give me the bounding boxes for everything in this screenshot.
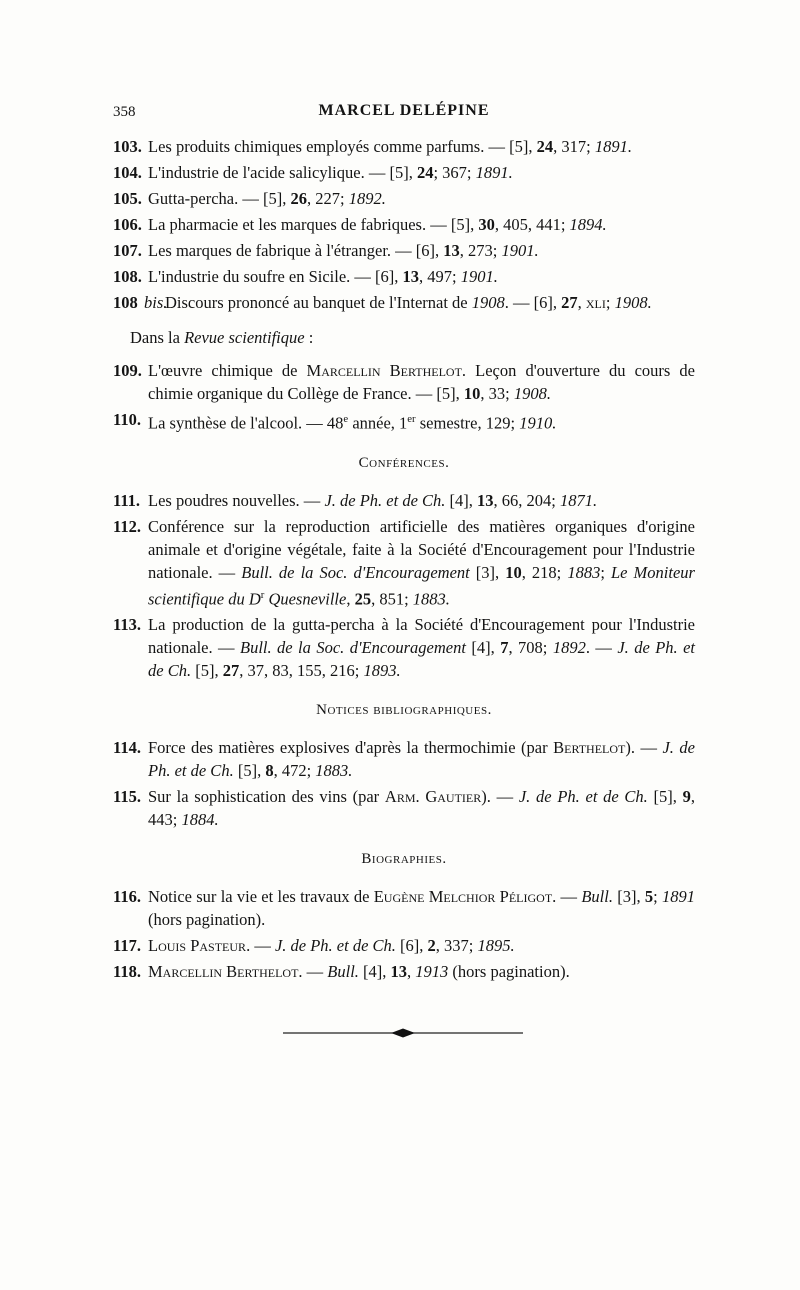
entry-text: Bull. de la Soc. d'Encouragement [241,562,470,582]
entry-number: 106. [113,215,142,234]
entry-text: . — [585,638,618,657]
entry-text: 7 [500,638,509,657]
entry-text: . — [298,962,328,981]
entry-text: , 317; [553,137,595,156]
entry-text: 1908. [513,384,551,403]
entry-text: 1894. [569,215,607,234]
entry-text: 1910. [519,413,557,433]
entry-text: 27 [222,661,240,680]
entry-text: 13 [477,490,494,510]
entry-text: 1892 [552,638,586,657]
entry-text: J. de Ph. et de Ch. [148,738,695,780]
bibliography-entry [113,613,695,682]
entry-text: , 218; [521,562,568,582]
entry-text: [6], [395,936,428,955]
bibliography-content [113,135,695,986]
entry-text: 1883. [315,761,353,780]
entry-text: 25 [354,589,372,608]
entry-text: , 33; [480,384,514,403]
entry-text: 10 [463,384,481,403]
entry-text: ; [605,293,615,312]
section-heading-biographies: Biographies. [361,851,447,867]
entry-text: 1884. [181,810,219,829]
entry-text: Les poudres nouvelles. — [148,490,325,510]
entry-number: 113. [113,615,141,634]
entry-text: Marcellin Berthelot [306,361,462,380]
entry-number: 108. [113,267,142,286]
entry-text: [4], [465,638,501,657]
entry-group-e [113,885,695,983]
entry-text: . — [6], [504,293,562,312]
entry-text: 1891 [662,887,695,906]
entry-text: Les produits chimiques employés comme parfums. — [5], [148,137,537,156]
entry-text: 1883. [412,589,450,608]
entry-text: Quesneville [264,589,347,608]
entry-number: 118. [113,962,141,981]
entry-text: 13 [390,962,408,981]
journal-intro [113,326,695,349]
entry-text: [3], [612,887,645,906]
bibliography-entry [113,213,695,236]
entry-text: 26 [290,189,307,208]
entry-text: 1883 [567,562,601,582]
entry-number: 110. [113,410,141,429]
entry-text: , [407,962,416,981]
bibliography-entry [113,239,695,262]
entry-text: [5], [191,661,223,680]
entry-text: 13 [443,241,460,260]
entry-text: r [260,588,265,601]
entry-text: 1892. [348,189,386,208]
entry-text: J. de Ph. et de Ch. [148,638,696,680]
entry-number: 116. [113,887,141,906]
bibliography-entry [113,135,695,158]
entry-text: année, 1 [348,413,408,433]
entry-text: (hors pagination). [148,910,266,929]
bibliography-entry [113,885,695,931]
entry-text: , 66, 204; [493,490,560,510]
entry-text: 1891. [594,137,632,156]
entry-text: La synthèse de l'alcool. — 48 [148,413,344,433]
entry-text: 1893. [363,661,401,680]
entry-text: [4], [358,962,391,981]
entry-text: 1895. [477,936,515,955]
entry-text: 1908. [614,293,652,312]
entry-text: 24 [536,137,554,156]
bibliography-entry [113,960,695,983]
entry-text: , 472; [273,761,316,780]
ornament-diamond [391,1029,415,1038]
entry-text: L'œuvre chimique de [148,361,307,380]
entry-text: , 227; [306,189,349,208]
entry-text: ). — [481,787,519,806]
entry-text: Les marques de fabrique à l'étranger. — [6], [148,241,444,260]
entry-number: 115. [113,787,141,806]
entry-text: Conférence sur la reproduction artificielle des matières organiques d'origine animale et d'origine végétale, faite à la Société d'Encouragement pour l'Industrie nationale. — [148,516,695,582]
entry-text: (hors pagination). [448,962,570,981]
entry-text: Sur la sophistication des vins (par [148,787,385,806]
page-number: 358 [113,104,136,120]
entry-text: , [577,293,586,312]
bibliography-entry [113,785,695,831]
intro-journal: Revue scientifique [184,328,305,347]
entry-text: 13 [402,267,420,286]
entry-text: . — [246,936,275,955]
bibliography-entry [113,736,695,782]
entry-text: Berthelot [553,738,626,757]
entry-text: 1901. [501,241,539,260]
intro-suffix: : [304,328,314,347]
entry-text: 1891. [475,163,513,182]
entry-text: L'industrie de l'acide salicylique. — [5], [148,163,417,182]
entry-text: 1901. [460,267,498,286]
entry-text: ; 367; [433,163,476,182]
entry-text: xli [585,293,606,312]
bibliography-entry [113,408,695,435]
entry-text: La pharmacie et les marques de fabriques. — [5], [148,215,479,234]
entry-text: 8 [265,761,274,780]
entry-text: Gutta-percha. — [5], [148,189,291,208]
entry-text: , 273; [459,241,502,260]
entry-number: 117. [113,936,141,955]
entry-text: , 708; [508,638,553,657]
bibliography-entry [113,161,695,184]
entry-text: 2 [427,936,436,955]
entry-text: 10 [505,562,522,582]
bibliography-entry [113,265,695,288]
page-header [113,102,695,128]
entry-text: J. de Ph. et de Ch. [518,787,648,806]
entry-text: Arm. Gautier [384,787,482,806]
entry-text: , 337; [435,936,478,955]
entry-text: [5], [647,787,683,806]
entry-text: 9 [682,787,691,806]
bibliography-entry [113,359,695,405]
entry-text: [5], [233,761,266,780]
entry-number: 114. [113,738,141,757]
entry-group-c [113,489,695,683]
entry-text: L'industrie du soufre en Sicile. — [6], [148,267,403,286]
entry-number-suffix: bis. [144,293,168,312]
entry-text: ). — [625,738,663,757]
entry-number: 112. [113,516,141,536]
entry-text: Louis Pasteur [148,936,247,955]
entry-text: J. de Ph. et de Ch. [324,490,446,510]
bibliography-entry [113,934,695,957]
entry-text: La production de la gutta-percha à la Société d'Encouragement pour l'Industrie nationale. — [148,615,695,657]
entry-group-a [113,135,695,314]
entry-text: , 443; [148,787,696,829]
entry-text: semestre, 129; [415,413,520,433]
entry-number: 103. [113,137,142,156]
entry-text: , 497; [419,267,461,286]
bibliography-entry [113,489,695,512]
section-heading-notices: Notices bibliographiques. [316,702,492,718]
entry-text: Eugène Melchior Péligot [373,887,553,906]
entry-text: , [346,589,355,608]
entry-text: Bull. [327,962,359,981]
entry-text: Bull. [581,887,613,906]
entry-text: Le Moniteur scientifique du D [148,562,695,608]
entry-text: Marcellin Berthelot [148,962,299,981]
entry-text: e [343,413,349,425]
entry-text: [3], [469,562,506,582]
entry-text: [4], [445,490,478,510]
entry-text: , 851; [371,589,413,608]
entry-text: Bull. de la Soc. d'Encouragement [239,638,466,657]
bibliography-entry [113,187,695,210]
entry-text: 1871. [560,490,598,510]
running-title: MARCEL DELÉPINE [318,102,490,119]
entry-text: ; [653,887,662,906]
entry-text: , 405, 441; [494,215,570,234]
entry-text: , 37, 83, 155, 216; [239,661,364,680]
entry-number: 109. [113,361,142,380]
intro-prefix: Dans la [130,328,185,347]
entry-text: . Leçon d'ouverture du cours de chimie organique du Collège de France. — [5], [148,361,695,403]
entry-text: Notice sur la vie et les travaux de [148,887,374,906]
entry-number: 111. [113,490,141,510]
entry-text: J. de Ph. et de Ch. [274,936,396,955]
entry-text: er [407,413,416,425]
entry-text: 30 [478,215,495,234]
entry-text: 5 [644,887,654,906]
entry-text: Discours prononcé au banquet de l'Internat de [165,293,472,312]
bibliography-entry [113,515,695,611]
entry-text: Force des matières explosives d'après la thermochimie (par [148,738,554,757]
entry-number: 104. [113,163,142,182]
end-ornament [283,1026,523,1040]
entry-text: 24 [416,163,434,182]
entry-text: 27 [561,293,578,312]
entry-number: 105. [113,189,142,208]
entry-number: 107. [113,241,142,260]
entry-text: 1913 [415,962,449,981]
entry-number: 108 [113,293,138,312]
entry-text: ; [600,562,611,582]
bibliography-entry [113,291,695,314]
entry-text: 1908 [471,293,505,312]
section-heading-conferences: Conférences. [358,454,450,471]
entry-group-d [113,736,695,831]
entry-text: . — [552,887,582,906]
entry-group-b [113,359,695,435]
